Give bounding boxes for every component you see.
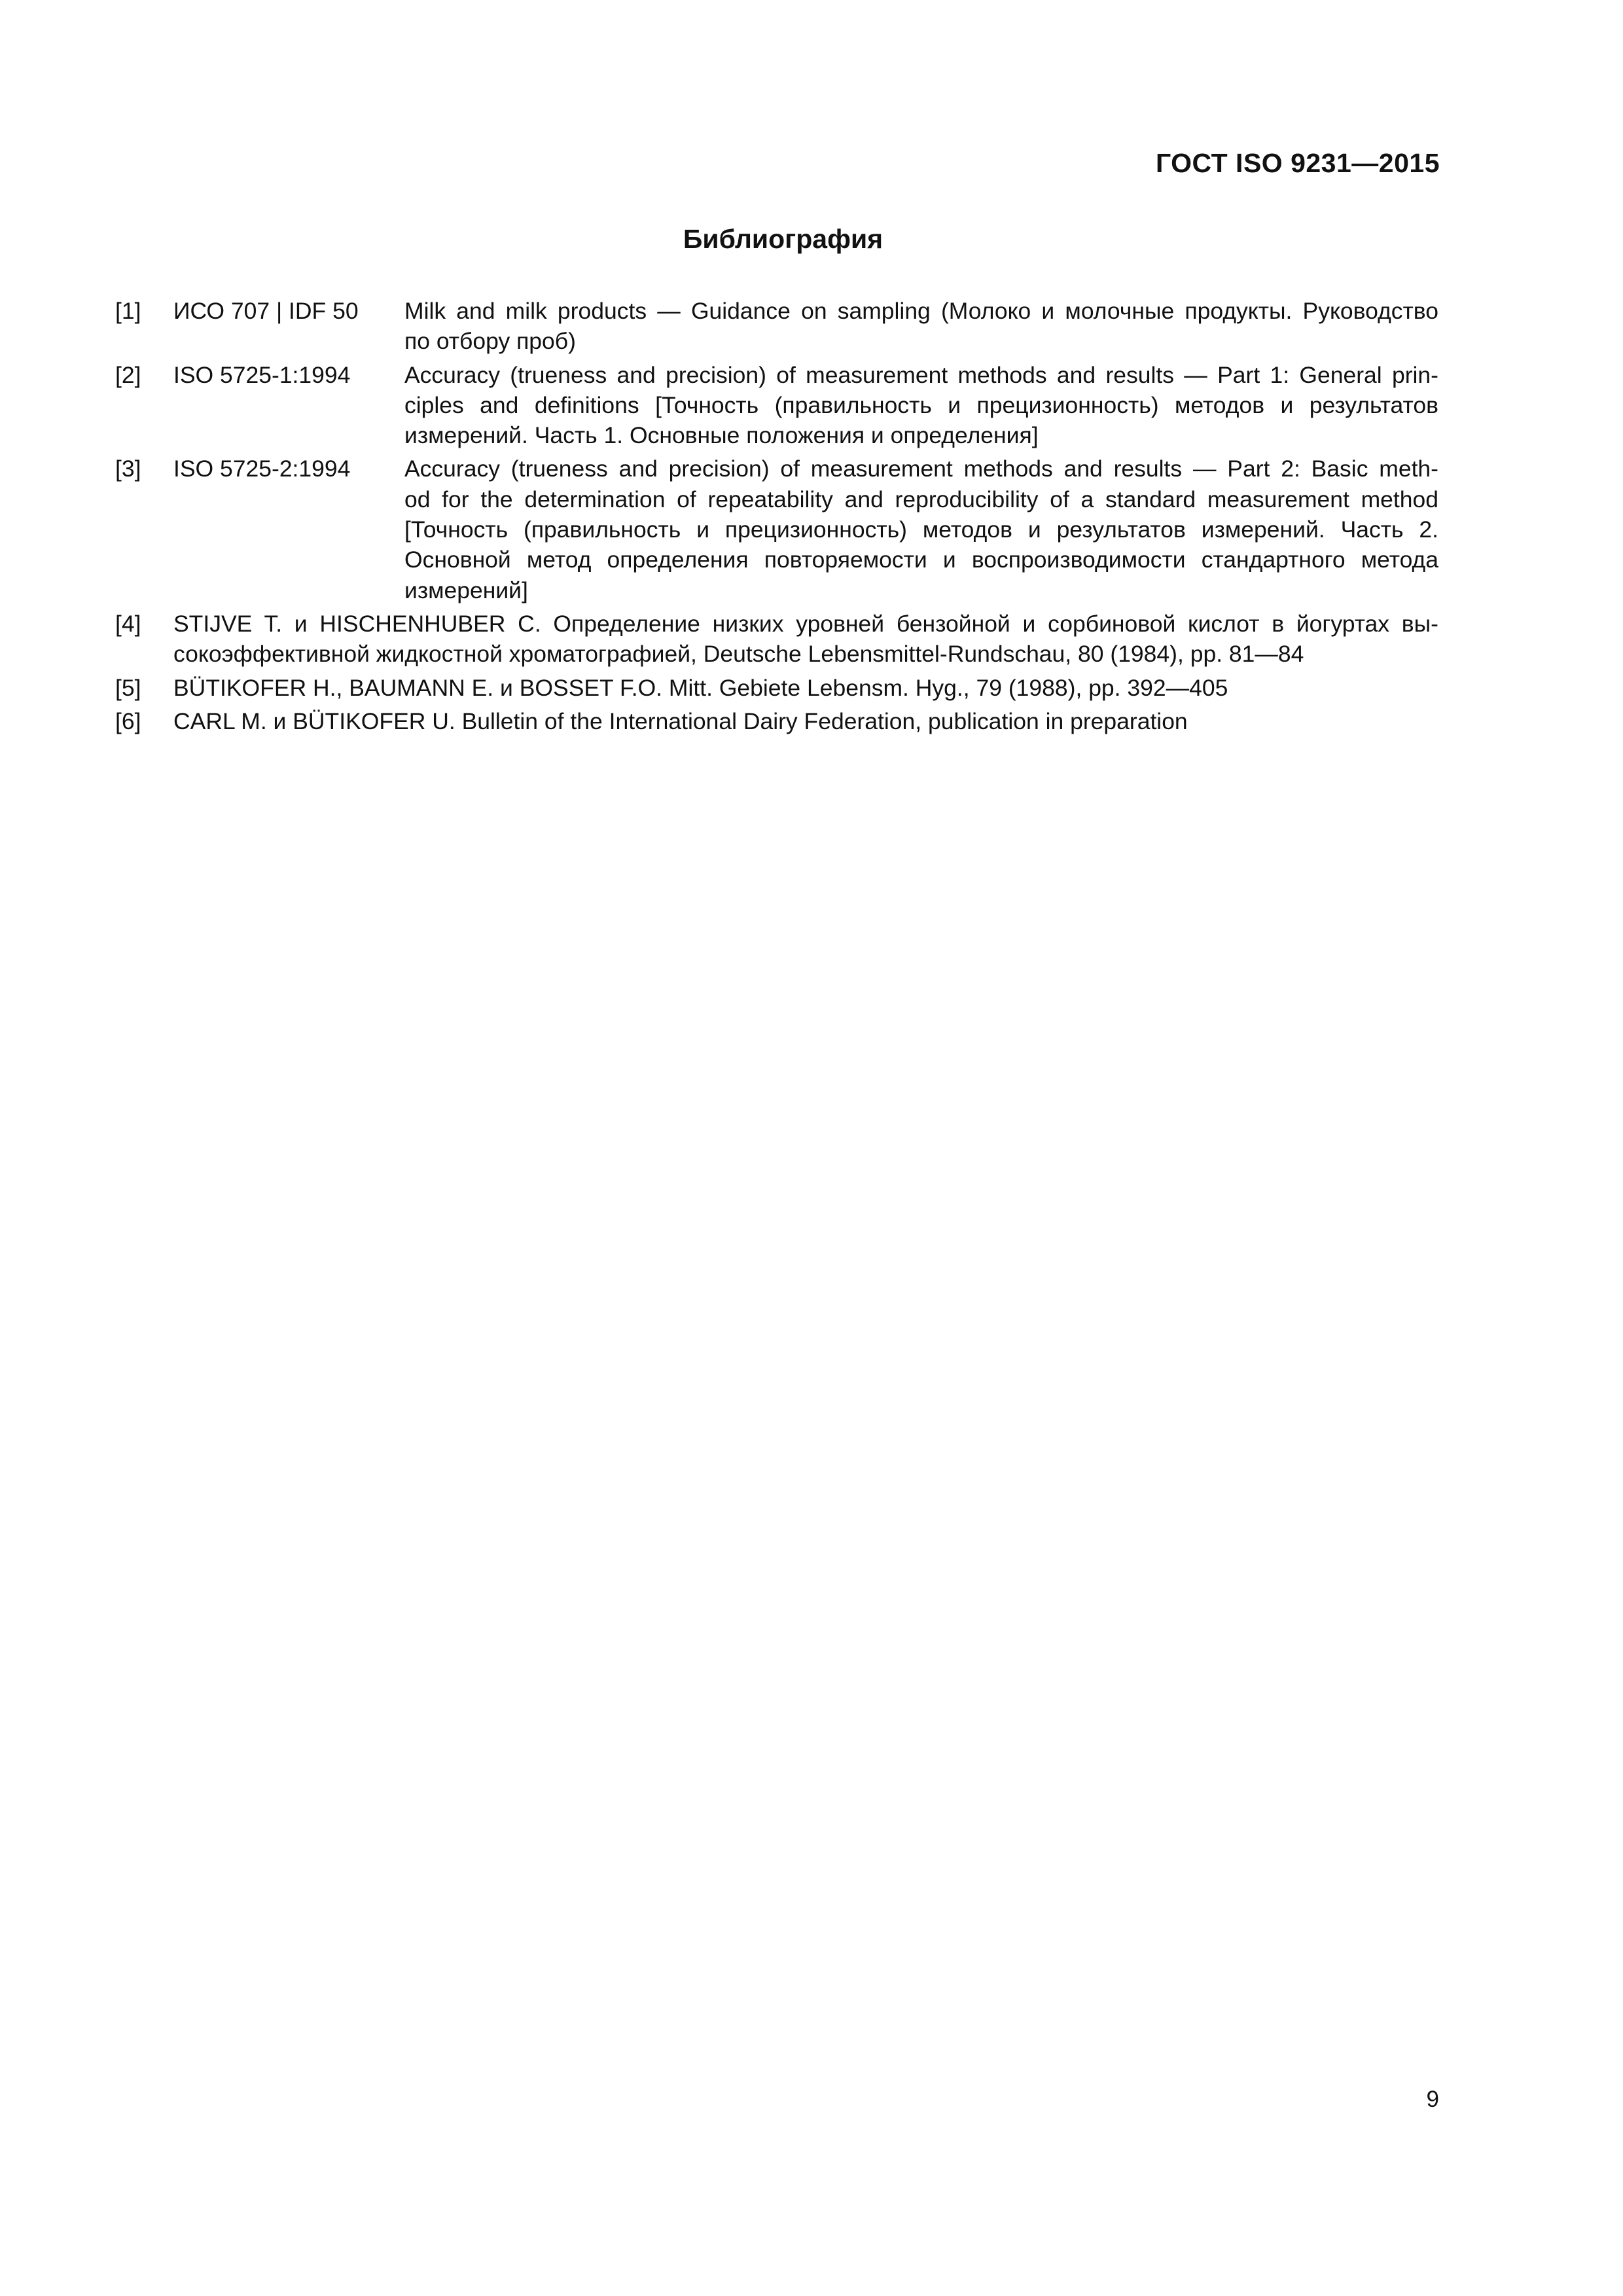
entry-number: [3] xyxy=(115,456,141,482)
bibliography-entry xyxy=(115,454,1438,605)
entry-line: Основной метод определения повторяемости и воспроизводимости стандартного метода xyxy=(404,547,1438,573)
entry-standard-code: ИСО 707 | IDF 50 xyxy=(173,298,359,324)
bibliography-entry xyxy=(115,609,1438,670)
bibliography-entry xyxy=(115,296,1438,357)
entry-line: по отбору проб) xyxy=(404,328,576,355)
entry-line: сокоэффективной жидкостной хроматографией, Deutsche Lebensmittel-Rundschau, 80 (1984), pp. 81—84 xyxy=(173,641,1304,668)
entry-line: Accuracy (trueness and precision) of measurement methods and results — Part 2: Basic meth- xyxy=(404,456,1438,482)
entry-description xyxy=(404,454,1438,605)
entry-line: ciples and definitions [Точность (правильность и прецизионность) методов и результатов xyxy=(404,391,1438,418)
entry-line: od for the determination of repeatability and reproducibility of a standard measurement method xyxy=(404,486,1438,512)
bibliography-entry xyxy=(115,706,1438,736)
entry-number: [6] xyxy=(115,708,141,734)
entry-description xyxy=(173,609,1438,670)
entry-number: [4] xyxy=(115,610,141,637)
entry-line: измерений. Часть 1. Основные положения и определения] xyxy=(404,422,1039,449)
entry-line: Milk and milk products — Guidance on sampling (Молоко и молочные продукты. Руководство xyxy=(404,298,1438,324)
entry-number: [2] xyxy=(115,361,141,388)
entry-description xyxy=(173,706,1438,736)
entry-description xyxy=(404,296,1438,357)
entry-number: [1] xyxy=(115,298,141,324)
entry-standard-code: ISO 5725-2:1994 xyxy=(173,456,351,482)
page-title: Библиография xyxy=(683,224,883,254)
entry-line: BÜTIKOFER H., BAUMANN E. и BOSSET F.O. Mitt. Gebiete Lebensm. Hyg., 79 (1988), pp. 392—405 xyxy=(173,674,1228,701)
entry-description xyxy=(404,360,1438,451)
entry-line: STIJVE T. и HISCHENHUBER C. Определение низких уровней бензойной и сорбиновой кислот в йогуртах вы- xyxy=(173,610,1438,637)
bibliography-entry xyxy=(115,360,1438,451)
page-number: 9 xyxy=(1426,2087,1439,2112)
bibliography-list xyxy=(115,296,1438,740)
entry-line: CARL M. и BÜTIKOFER U. Bulletin of the International Dairy Federation, publication in preparation xyxy=(173,708,1188,734)
entry-line: измерений] xyxy=(404,577,528,603)
document-code: ГОСТ ISO 9231—2015 xyxy=(1155,148,1440,178)
bibliography-entry xyxy=(115,673,1438,703)
entry-standard-code: ISO 5725-1:1994 xyxy=(173,361,351,388)
entry-number: [5] xyxy=(115,674,141,701)
entry-description xyxy=(173,673,1438,703)
entry-line: Accuracy (trueness and precision) of measurement methods and results — Part 1: General prin- xyxy=(404,361,1438,388)
entry-line: [Точность (правильность и прецизионность) методов и результатов измерений. Часть 2. xyxy=(404,516,1438,543)
